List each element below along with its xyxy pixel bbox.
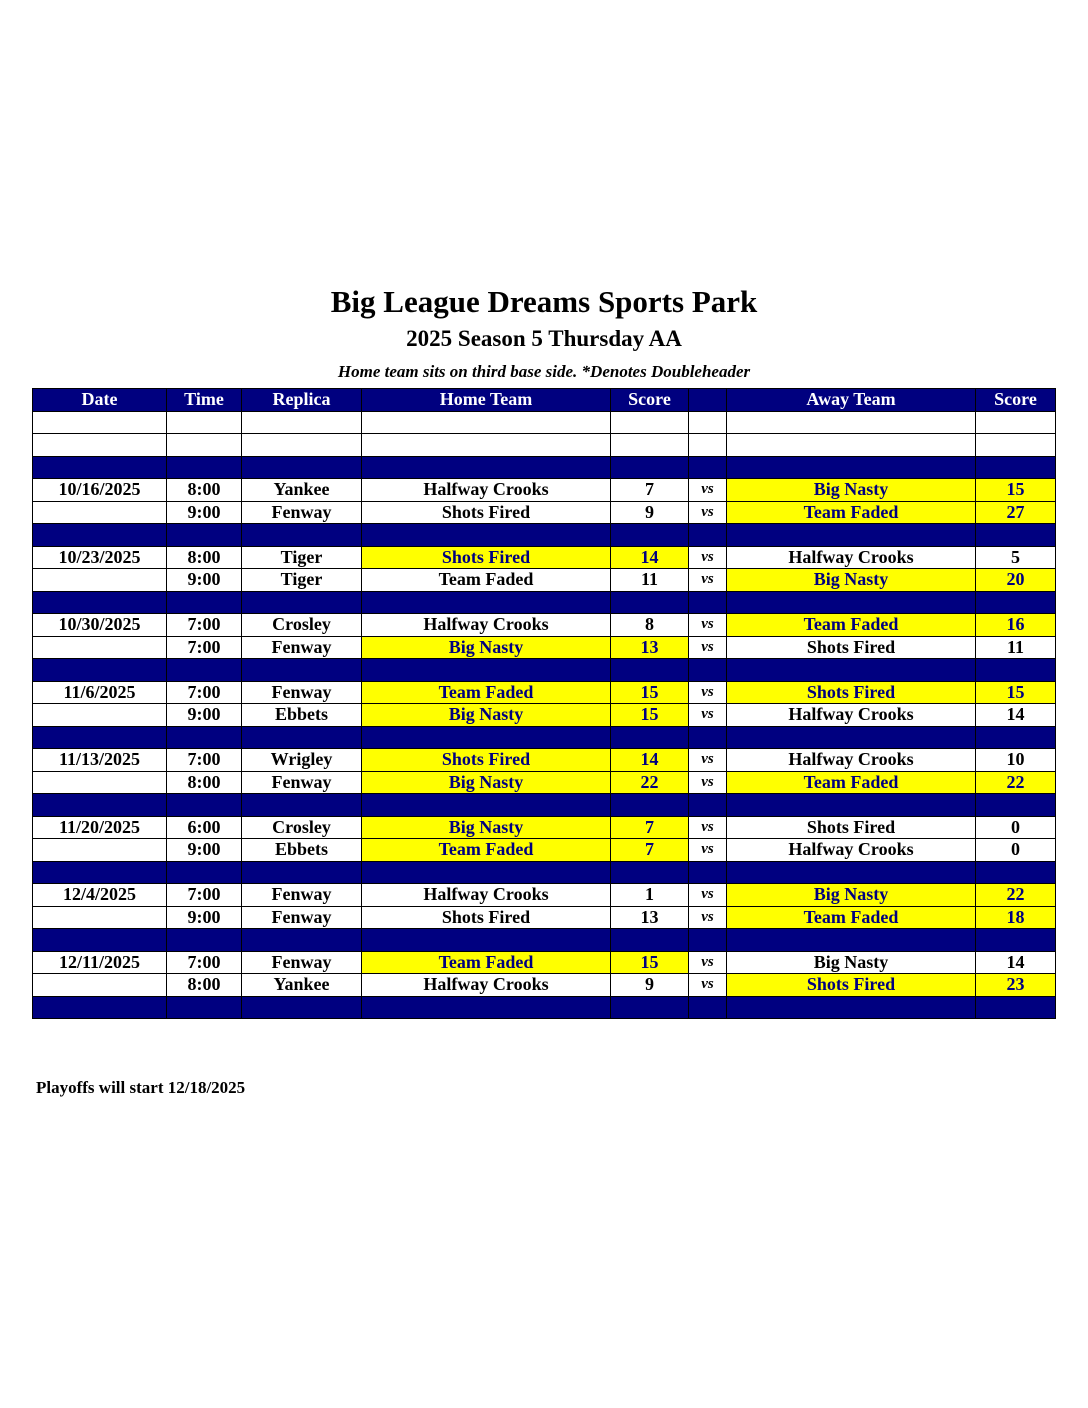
away-team: Big Nasty	[727, 884, 976, 907]
game-date: 11/6/2025	[33, 681, 167, 704]
game-date: 11/13/2025	[33, 749, 167, 772]
game-date: 10/16/2025	[33, 479, 167, 502]
away-team: Halfway Crooks	[727, 749, 976, 772]
away-score: 15	[976, 479, 1056, 502]
away-team: Shots Fired	[727, 681, 976, 704]
game-replica: Fenway	[242, 884, 362, 907]
home-team: Halfway Crooks	[362, 884, 611, 907]
home-team: Big Nasty	[362, 704, 611, 727]
game-replica: Fenway	[242, 501, 362, 524]
game-row	[33, 839, 1056, 862]
game-date	[33, 569, 167, 592]
away-score: 11	[976, 636, 1056, 659]
week-separator-row	[33, 861, 1056, 884]
home-score: 15	[611, 951, 689, 974]
playoffs-note: Playoffs will start 12/18/2025	[36, 1078, 246, 1097]
game-replica: Fenway	[242, 681, 362, 704]
vs-label: vs	[689, 681, 727, 704]
vs-label: vs	[689, 704, 727, 727]
game-row	[33, 704, 1056, 727]
game-time: 8:00	[167, 771, 242, 794]
away-score: 14	[976, 704, 1056, 727]
blank-row	[33, 411, 1056, 434]
col-header-time: Time	[167, 389, 242, 412]
vs-label: vs	[689, 614, 727, 637]
game-row	[33, 636, 1056, 659]
home-score: 14	[611, 546, 689, 569]
away-team: Big Nasty	[727, 479, 976, 502]
home-score: 14	[611, 749, 689, 772]
game-date: 12/4/2025	[33, 884, 167, 907]
game-date	[33, 704, 167, 727]
home-team: Big Nasty	[362, 636, 611, 659]
game-time: 9:00	[167, 501, 242, 524]
vs-label: vs	[689, 479, 727, 502]
game-row	[33, 479, 1056, 502]
game-date	[33, 906, 167, 929]
away-team: Shots Fired	[727, 974, 976, 997]
home-score: 8	[611, 614, 689, 637]
away-score: 22	[976, 771, 1056, 794]
game-time: 7:00	[167, 951, 242, 974]
game-date: 10/30/2025	[33, 614, 167, 637]
game-replica: Wrigley	[242, 749, 362, 772]
away-score: 0	[976, 839, 1056, 862]
away-team: Team Faded	[727, 501, 976, 524]
game-row	[33, 569, 1056, 592]
home-team: Halfway Crooks	[362, 479, 611, 502]
game-time: 9:00	[167, 839, 242, 862]
game-date: 11/20/2025	[33, 816, 167, 839]
game-date	[33, 839, 167, 862]
game-time: 9:00	[167, 569, 242, 592]
game-time: 7:00	[167, 636, 242, 659]
vs-label: vs	[689, 951, 727, 974]
home-team: Team Faded	[362, 951, 611, 974]
game-replica: Fenway	[242, 951, 362, 974]
game-time: 9:00	[167, 704, 242, 727]
away-score: 0	[976, 816, 1056, 839]
game-row	[33, 546, 1056, 569]
away-team: Shots Fired	[727, 816, 976, 839]
schedule-table	[32, 388, 1056, 1019]
page-title: Big League Dreams Sports Park	[330, 284, 758, 319]
vs-label: vs	[689, 501, 727, 524]
away-score: 20	[976, 569, 1056, 592]
away-score: 14	[976, 951, 1056, 974]
game-row	[33, 816, 1056, 839]
home-score: 9	[611, 974, 689, 997]
game-time: 7:00	[167, 749, 242, 772]
home-score: 13	[611, 636, 689, 659]
col-header-away-score: Score	[976, 389, 1056, 412]
away-team: Shots Fired	[727, 636, 976, 659]
game-row	[33, 681, 1056, 704]
game-row	[33, 974, 1056, 997]
game-date	[33, 974, 167, 997]
away-team: Halfway Crooks	[727, 704, 976, 727]
home-team: Halfway Crooks	[362, 974, 611, 997]
game-time: 8:00	[167, 974, 242, 997]
vs-label: vs	[689, 974, 727, 997]
away-team: Halfway Crooks	[727, 839, 976, 862]
col-header-home-team: Home Team	[362, 389, 611, 412]
away-team: Team Faded	[727, 771, 976, 794]
game-date	[33, 501, 167, 524]
vs-label: vs	[689, 906, 727, 929]
away-score: 5	[976, 546, 1056, 569]
away-team: Team Faded	[727, 906, 976, 929]
away-team: Big Nasty	[727, 569, 976, 592]
game-time: 7:00	[167, 681, 242, 704]
away-team: Team Faded	[727, 614, 976, 637]
week-separator-row	[33, 794, 1056, 817]
game-time: 8:00	[167, 479, 242, 502]
home-score: 15	[611, 704, 689, 727]
col-header-vs	[689, 389, 727, 412]
home-score: 1	[611, 884, 689, 907]
home-score: 11	[611, 569, 689, 592]
vs-label: vs	[689, 816, 727, 839]
game-time: 9:00	[167, 906, 242, 929]
game-replica: Yankee	[242, 974, 362, 997]
game-replica: Fenway	[242, 636, 362, 659]
week-separator-row	[33, 524, 1056, 547]
home-score: 7	[611, 839, 689, 862]
away-score: 15	[976, 681, 1056, 704]
week-separator-row	[33, 929, 1056, 952]
game-time: 6:00	[167, 816, 242, 839]
home-team: Shots Fired	[362, 906, 611, 929]
home-team: Team Faded	[362, 569, 611, 592]
schedule-note: Home team sits on third base side. *Denotes Doubleheader	[337, 362, 751, 381]
game-row	[33, 501, 1056, 524]
game-time: 8:00	[167, 546, 242, 569]
game-row	[33, 771, 1056, 794]
away-team: Big Nasty	[727, 951, 976, 974]
vs-label: vs	[689, 546, 727, 569]
game-row	[33, 906, 1056, 929]
game-time: 7:00	[167, 614, 242, 637]
game-replica: Ebbets	[242, 839, 362, 862]
game-replica: Fenway	[242, 771, 362, 794]
schedule-body	[33, 411, 1056, 1019]
vs-label: vs	[689, 569, 727, 592]
blank-row	[33, 434, 1056, 457]
vs-label: vs	[689, 771, 727, 794]
col-header-away-team: Away Team	[727, 389, 976, 412]
game-row	[33, 749, 1056, 772]
away-score: 27	[976, 501, 1056, 524]
week-separator-row	[33, 996, 1056, 1019]
week-separator-row	[33, 456, 1056, 479]
away-score: 18	[976, 906, 1056, 929]
page-subtitle: 2025 Season 5 Thursday AA	[406, 326, 682, 351]
home-team: Halfway Crooks	[362, 614, 611, 637]
away-score: 23	[976, 974, 1056, 997]
vs-label: vs	[689, 749, 727, 772]
home-score: 22	[611, 771, 689, 794]
game-row	[33, 951, 1056, 974]
home-score: 13	[611, 906, 689, 929]
game-date: 10/23/2025	[33, 546, 167, 569]
col-header-date: Date	[33, 389, 167, 412]
col-header-replica: Replica	[242, 389, 362, 412]
game-replica: Yankee	[242, 479, 362, 502]
game-replica: Crosley	[242, 816, 362, 839]
game-date: 12/11/2025	[33, 951, 167, 974]
away-team: Halfway Crooks	[727, 546, 976, 569]
home-team: Shots Fired	[362, 501, 611, 524]
game-replica: Crosley	[242, 614, 362, 637]
home-score: 15	[611, 681, 689, 704]
home-score: 9	[611, 501, 689, 524]
week-separator-row	[33, 591, 1056, 614]
game-row	[33, 614, 1056, 637]
game-replica: Fenway	[242, 906, 362, 929]
home-score: 7	[611, 479, 689, 502]
vs-label: vs	[689, 884, 727, 907]
col-header-home-score: Score	[611, 389, 689, 412]
home-team: Team Faded	[362, 681, 611, 704]
week-separator-row	[33, 726, 1056, 749]
game-replica: Tiger	[242, 546, 362, 569]
vs-label: vs	[689, 839, 727, 862]
game-time: 7:00	[167, 884, 242, 907]
game-date	[33, 771, 167, 794]
game-replica: Ebbets	[242, 704, 362, 727]
week-separator-row	[33, 659, 1056, 682]
away-score: 22	[976, 884, 1056, 907]
home-team: Big Nasty	[362, 816, 611, 839]
home-team: Shots Fired	[362, 546, 611, 569]
home-team: Team Faded	[362, 839, 611, 862]
game-date	[33, 636, 167, 659]
game-replica: Tiger	[242, 569, 362, 592]
home-team: Shots Fired	[362, 749, 611, 772]
game-row	[33, 884, 1056, 907]
header-row	[33, 389, 1056, 412]
away-score: 16	[976, 614, 1056, 637]
home-score: 7	[611, 816, 689, 839]
vs-label: vs	[689, 636, 727, 659]
away-score: 10	[976, 749, 1056, 772]
home-team: Big Nasty	[362, 771, 611, 794]
